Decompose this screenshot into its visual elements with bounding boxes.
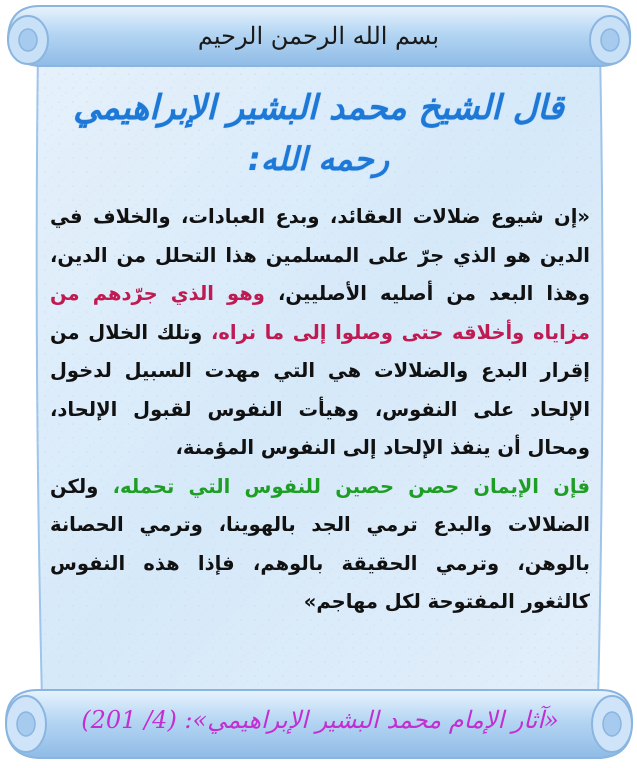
page-subtitle: رحمه الله: (247, 140, 390, 178)
quote-body (50, 198, 590, 622)
quote-text: ولكن الضلالات والبدع ترمي الجد بالهوينا، وترمي الحصانة بالوهن، وترمي الحقيقة بالوهم، فإذا هذه النفوس كالثغور المفتوحة لكل مهاجم» (50, 474, 590, 613)
source-citation: «آثار الإمام محمد البشير الإبراهيمي»: (4/ 201) (81, 706, 559, 734)
quote-highlight-green: فإن الإيمان حصن حصين للنفوس التي تحمله، (112, 474, 590, 498)
quote-text: وتلك الخلال من إقرار البدع والضلالات هي التي مهدت السبيل لدخول الإلحاد على النفوس، وهيأت النفوس لقبول الإلحاد، ومحال أن ينفذ الإلحاد إلى النفوس المؤمنة، (50, 320, 590, 459)
page-title: قال الشيخ محمد البشير الإبراهيمي (73, 88, 564, 128)
quote-paragraph-1 (50, 198, 590, 468)
quote-highlight-red: وهو الذي جرّدهم من مزاياه وأخلاقه حتى وصلوا إلى ما نراه، (50, 282, 591, 344)
basmala-heading: بسم الله الرحمن الرحيم (197, 22, 440, 50)
quote-text: «إن شيوع ضلالات العقائد، وبدع العبادات، والخلاف في الدين هو الذي جرّ على المسلمين هذا التحلل من الدين، وهذا البعد من أصليه الأصليين، (50, 205, 590, 305)
quote-paragraph-2 (50, 468, 590, 622)
